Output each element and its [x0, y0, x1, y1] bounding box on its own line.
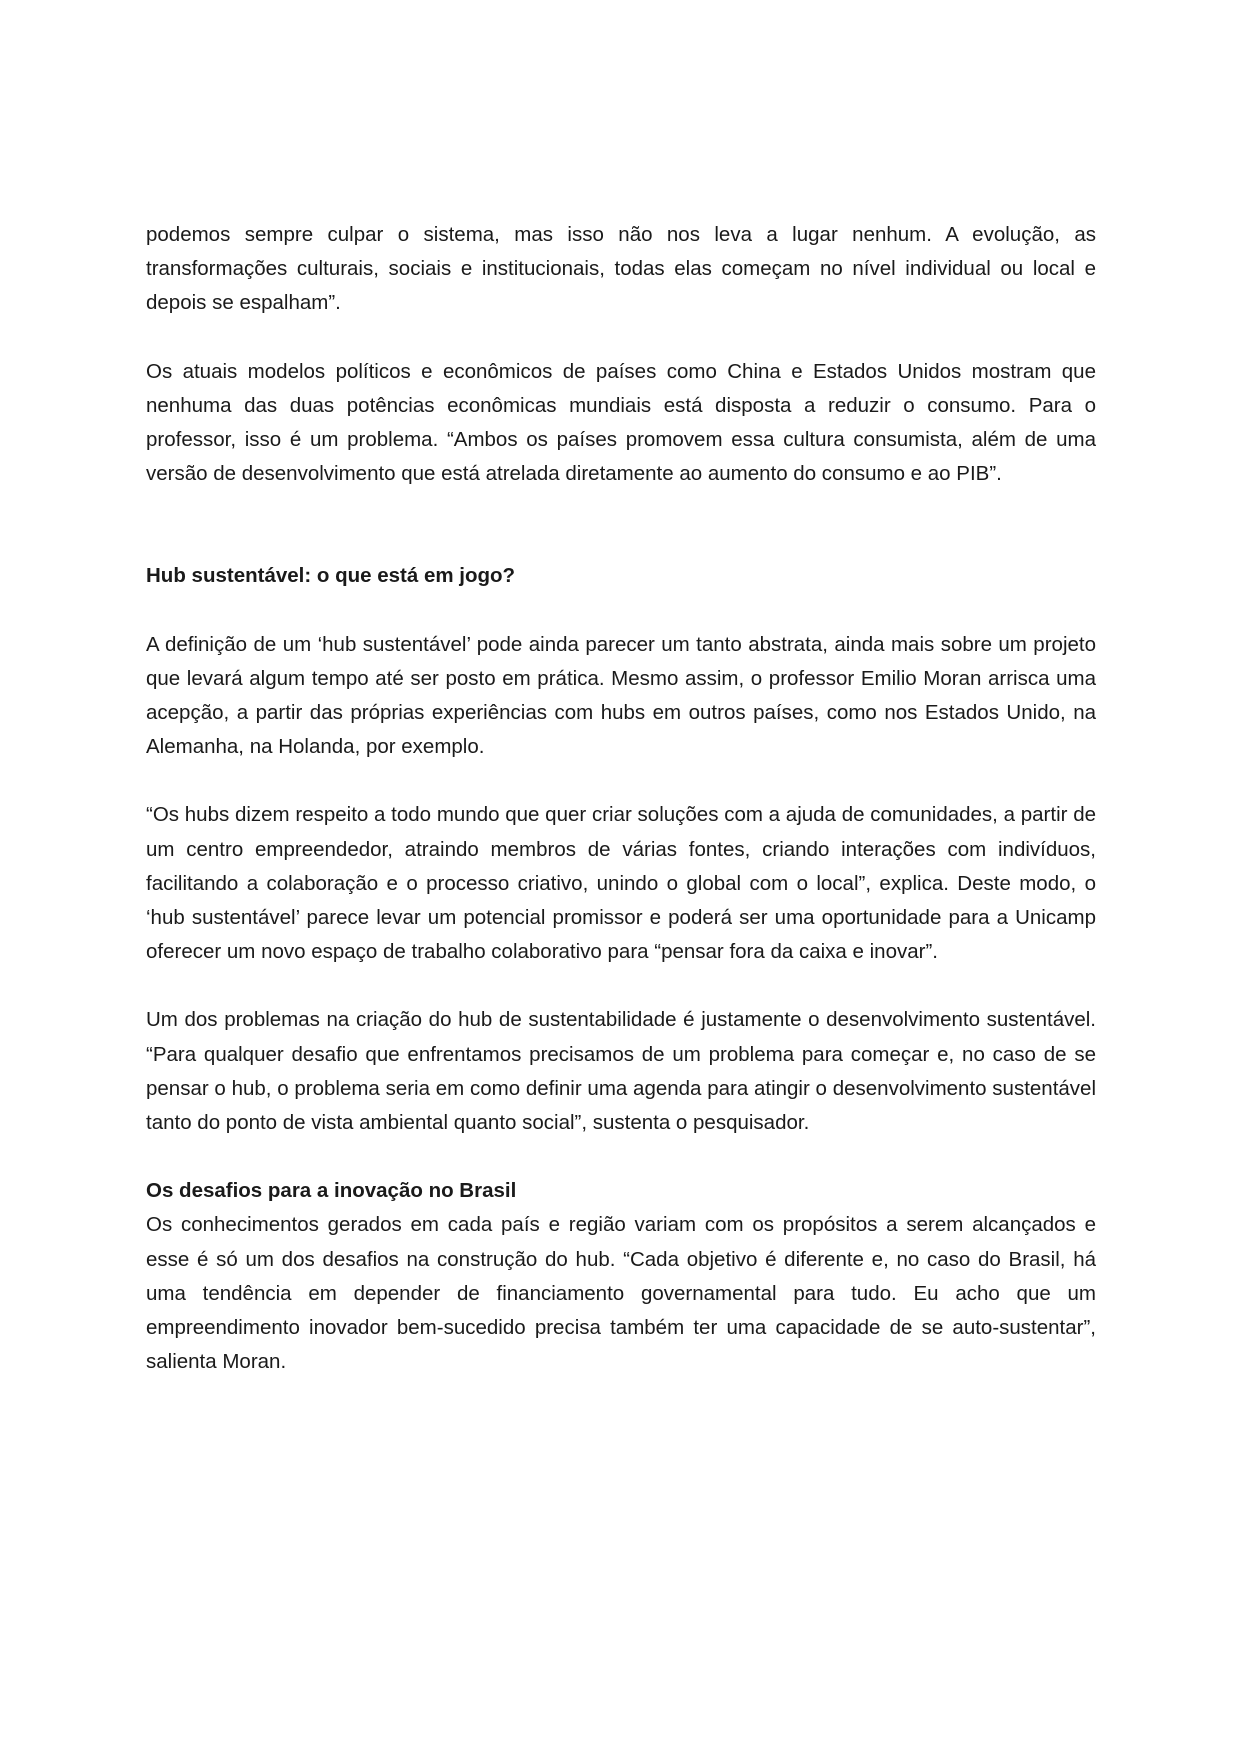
heading-innovation-challenges: Os desafios para a inovação no Brasil — [146, 1179, 517, 1203]
paragraph-hub-definition: A definição de um ‘hub sustentável’ pode ainda parecer um tanto abstrata, ainda mais sobre um projeto que levará algum tempo até ser posto em prática. Mesmo assim, o professor Emilio Moran arrisca uma acepção, a partir das próprias experiências com hubs em outros países, como nos Estados Unido, na Alemanha, na Holanda, por exemplo. — [146, 632, 1096, 759]
paragraph-consumption-models: Os atuais modelos políticos e econômicos de países como China e Estados Unidos mostram que nenhuma das duas potências econômicas mundiais está disposta a reduzir o consumo. Para o professor, isso é um problema. “Ambos os países promovem essa cultura consumista, além de uma versão de desenvolvimento que está atrelada diretamente ao aumento do consumo e ao PIB”. — [146, 359, 1096, 486]
heading-sustainable-hub: Hub sustentável: o que está em jogo? — [146, 564, 516, 588]
paragraph-system-blame: podemos sempre culpar o sistema, mas isso não nos leva a lugar nenhum. A evolução, as transformações culturais, sociais e institucionais, todas elas começam no nível individual ou local e depois se espalham”. — [146, 223, 1096, 315]
paragraph-hub-problems: Um dos problemas na criação do hub de sustentabilidade é justamente o desenvolvimento sustentável. “Para qualquer desafio que enfrentamos precisamos de um problema para começar e, no caso de se pensar o hub, o problema seria em como definir uma agenda para atingir o desenvolvimento sustentável tanto do ponto de vista ambiental quanto social”, sustenta o pesquisador. — [146, 1008, 1096, 1135]
paragraph-hub-quote: “Os hubs dizem respeito a todo mundo que quer criar soluções com a ajuda de comunidades, a partir de um centro empreendedor, atraindo membros de várias fontes, criando interações com indivíduos, facilitando a colaboração e o processo criativo, unindo o global com o local”, explica. Deste modo, o ‘hub sustentável’ parece levar um potencial promissor e poderá ser uma oportunidade para a Unicamp oferecer um novo espaço de trabalho colaborativo para “pensar fora da caixa e inovar”. — [146, 803, 1096, 964]
document-page — [146, 218, 1096, 1379]
paragraph-innovation-brazil: Os conhecimentos gerados em cada país e região variam com os propósitos a serem alcançados e esse é só um dos desafios na construção do hub. “Cada objetivo é diferente e, no caso do Brasil, há uma tendência em depender de financiamento governamental para tudo. Eu acho que um empreendimento inovador bem-sucedido precisa também ter uma capacidade de se auto-sustentar”, salienta Moran. — [146, 1213, 1096, 1374]
